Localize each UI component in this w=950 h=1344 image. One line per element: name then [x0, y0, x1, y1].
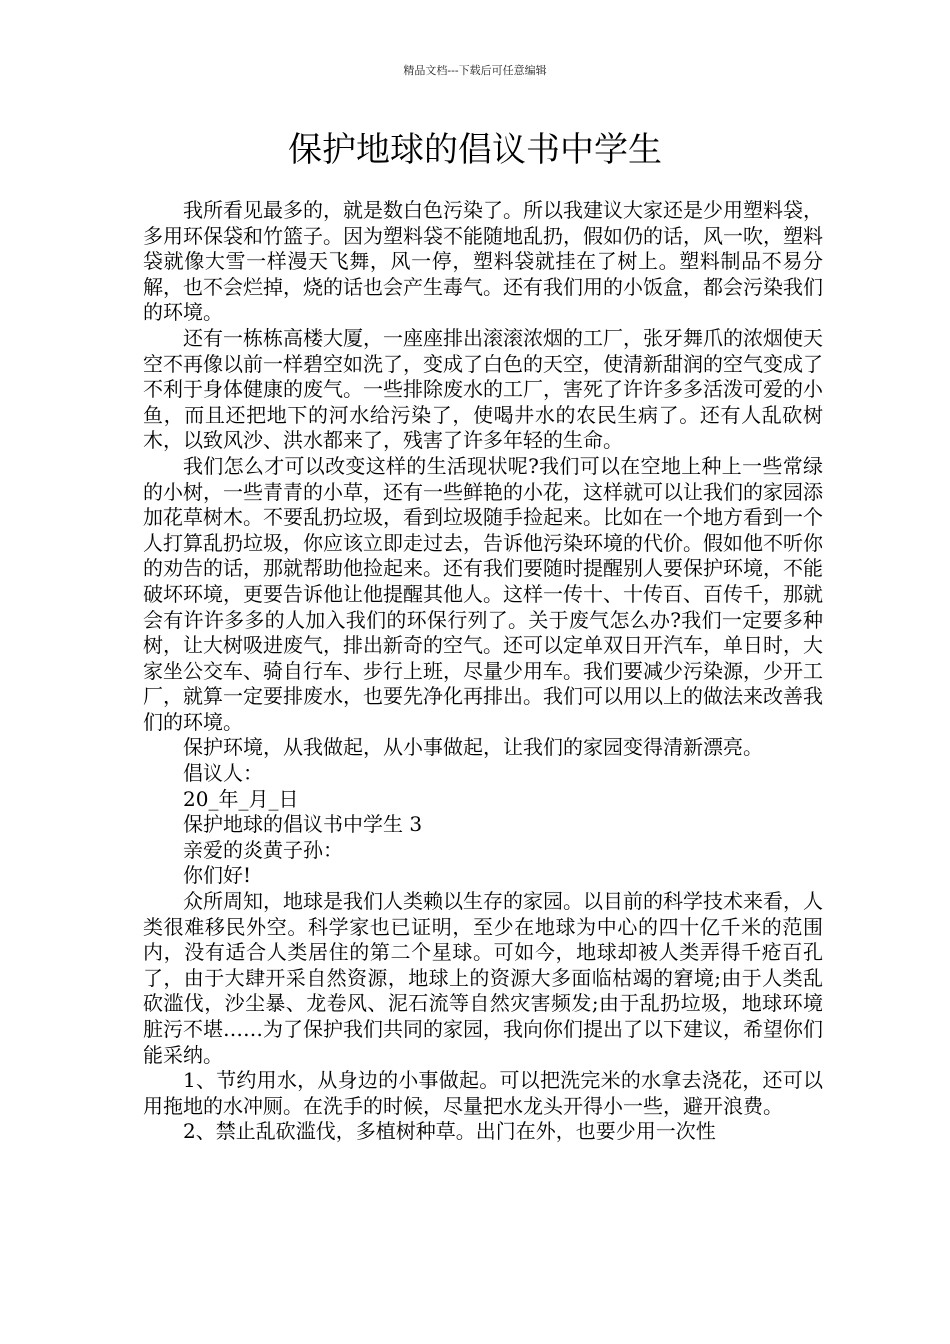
- body-paragraph: 保护环境，从我做起，从小事做起，让我们的家园变得清新漂亮。: [183, 735, 763, 760]
- list-item: 1、节约用水，从身边的小事做起。可以把洗完米的水拿去浇花，还可以用拖地的水冲厕。在洗手的时候，尽量把水龙头开得小一些，避开浪费。: [143, 1068, 823, 1118]
- list-item: 2、禁止乱砍滥伐，多植树种草。出门在外，也要少用一次性: [183, 1119, 716, 1144]
- document-title: 保护地球的倡议书中学生: [288, 130, 662, 170]
- body-paragraph: 我所看见最多的，就是数白色污染了。所以我建议大家还是少用塑料袋，多用环保袋和竹篮子。因为塑料袋不能随地乱扔，假如仍的话，风一吹，塑料袋就像大雪一样漫天飞舞，风一停，塑料袋就挂在了树上。塑料制品不易分解，也不会烂掉，烧的话也会产生毒气。还有我们用的小饭盒，都会污染我们的环境。: [143, 198, 823, 325]
- document-body: [143, 198, 823, 1145]
- signature-label: 倡议人：: [183, 761, 263, 786]
- greeting: 你们好!: [183, 863, 252, 888]
- body-paragraph: 我们怎么才可以改变这样的生活现状呢?我们可以在空地上种上一些常绿的小树，一些青青的小草，还有一些鲜艳的小花，这样就可以让我们的家园添加花草树木。不要乱扔垃圾，看到垃圾随手捡起来。比如在一个地方看到一个人打算乱扔垃圾，你应该立即走过去，告诉他污染环境的代价。假如他不听你的劝告的话，那就帮助他捡起来。还有我们要随时提醒别人要保护环境，不能破坏环境，更要告诉他让他提醒其他人。这样一传十、十传百、百传千，那就会有许许多多的人加入我们的环保行列了。关于废气怎么办?我们一定要多种树，让大树吸进废气，排出新奇的空气。还可以定单双日开汽车，单日时，大家坐公交车、骑自行车、步行上班，尽量少用车。我们要减少污染源，少开工厂，就算一定要排废水，也要先净化再排出。我们可以用以上的做法来改善我们的环境。: [143, 453, 823, 734]
- header-note: 精品文档---下载后可任意编辑: [403, 64, 547, 77]
- salutation: 亲爱的炎黄子孙：: [183, 837, 343, 862]
- section-title: 保护地球的倡议书中学生 3: [183, 812, 423, 837]
- body-paragraph: 众所周知，地球是我们人类赖以生存的家园。以目前的科学技术来看，人类很难移民外空。科学家也已证明，至少在地球为中心的四十亿千米的范围内，没有适合人类居住的第二个星球。可如今，地球却被人类弄得千疮百孔了，由于大肆开采自然资源，地球上的资源大多面临枯竭的窘境;由于人类乱砍滥伐，沙尘暴、龙卷风、泥石流等自然灾害频发;由于乱扔垃圾，地球环境脏污不堪……为了保护我们共同的家园，我向你们提出了以下建议，希望你们能采纳。: [143, 889, 823, 1067]
- body-paragraph: 还有一栋栋高楼大厦，一座座排出滚滚浓烟的工厂，张牙舞爪的浓烟使天空不再像以前一样碧空如洗了，变成了白色的天空，使清新甜润的空气变成了不利于身体健康的废气。一些排除废水的工厂，害死了许许多多活泼可爱的小鱼，而且还把地下的河水给污染了，使喝井水的农民生病了。还有人乱砍树木，以致风沙、洪水都来了，残害了许多年轻的生命。: [143, 325, 823, 453]
- date-line: 20_年_月_日: [183, 786, 299, 811]
